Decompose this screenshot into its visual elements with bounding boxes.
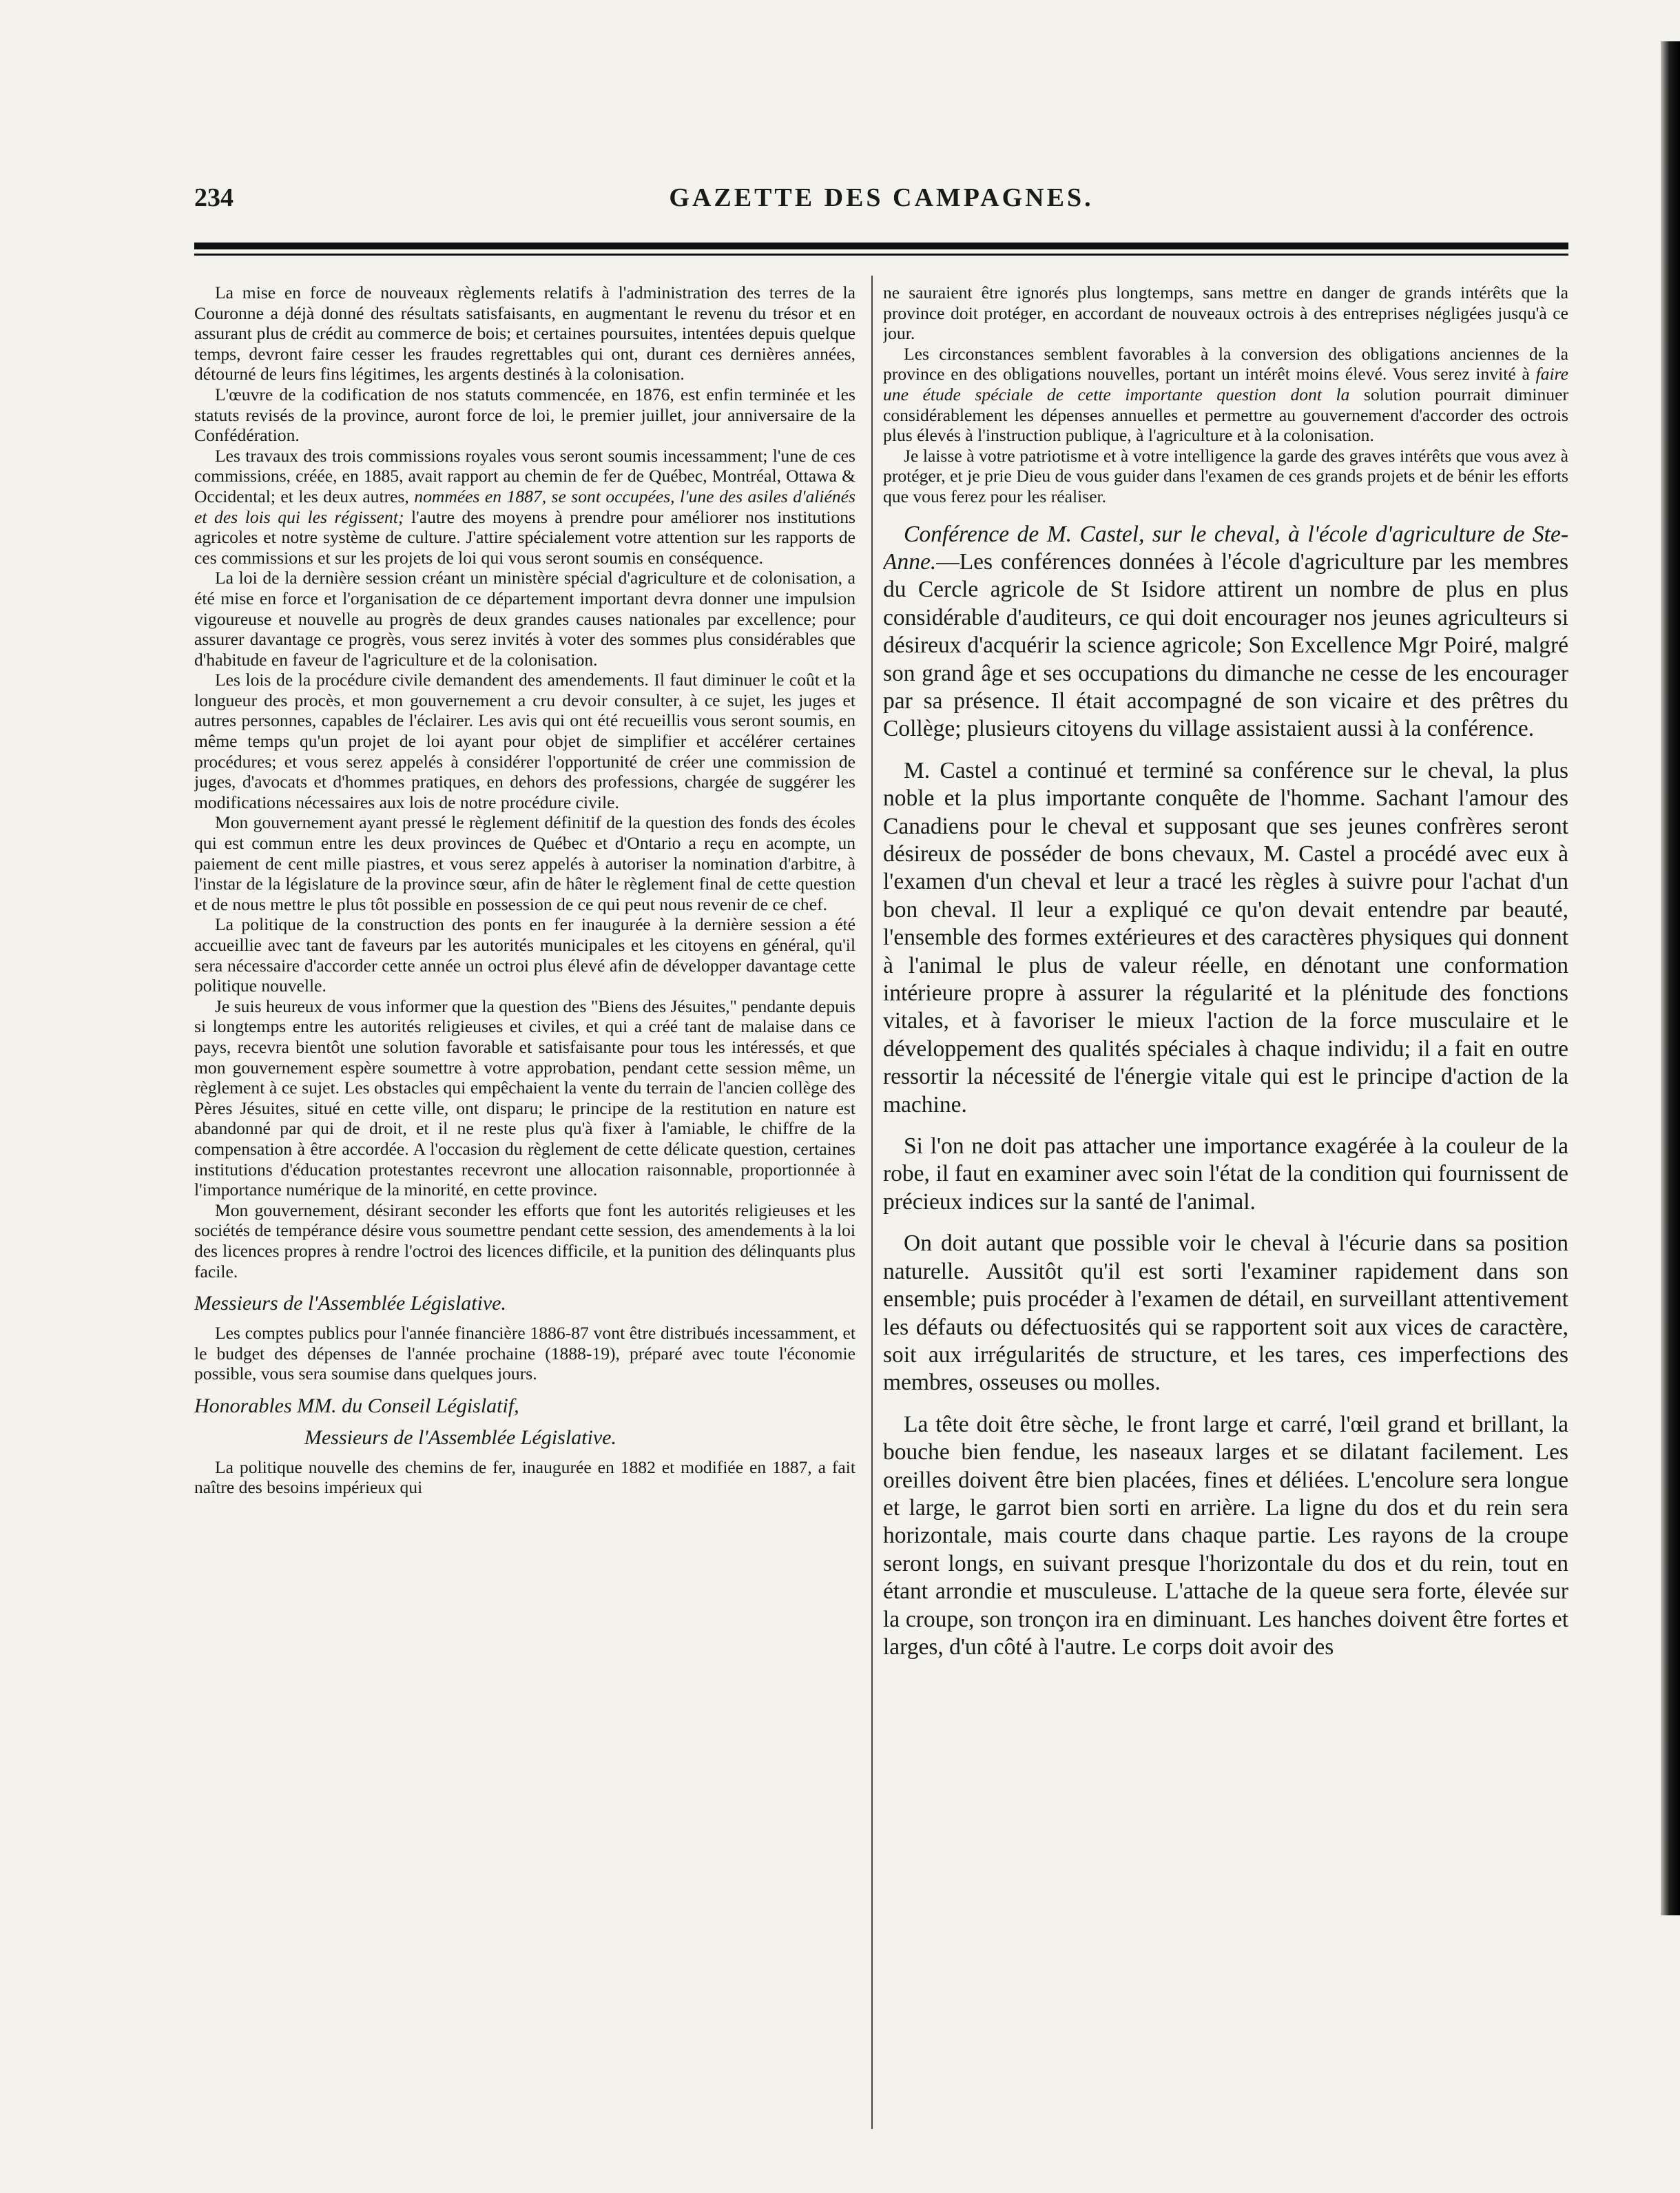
binding-shadow xyxy=(1661,41,1680,1915)
paragraph: Mon gouvernement, désirant seconder les efforts que font les autorités religieuses et les sociétés de tempérance désire vous soumettre pendant cette session, des amendements à la loi des licences propres à rendre l'octroi des licences difficile, et la punition des délinquants plus facile. xyxy=(194,1200,855,1281)
article-conference xyxy=(883,521,1568,743)
paragraph: On doit autant que possible voir le cheval à l'écurie dans sa position naturelle. Aussitôt qu'il est sorti l'examiner rapidement dans son ensemble; puis procéder à l'examen de détail, en surveillant attentivement les défauts ou défectuosités qui se rapportent soit aux vices de caractère, soit aux irrégularités de structure, et les tares, ces imperfections des membres, osseuses ou molles. xyxy=(883,1231,1568,1396)
right-column xyxy=(883,282,1568,2129)
header-rule-thin xyxy=(194,254,1568,256)
salutation-council: Honorables MM. du Conseil Législatif, xyxy=(194,1394,519,1417)
text-run: —Les conférences données à l'école d'agriculture par les membres du Cercle agricole de St Isidore attirent un nombre de plus en plus considérable d'auditeurs, ce qui doit encourager nos jeunes agriculteurs si désireux d'acquérir la science agricole; Son Excellence Mgr Poiré, malgré son grand âge et ses occupations du dimanche ne cesse de les encourager par sa présence. Il était accompagné de son vicaire et des prêtres du Collège; plusieurs citoyens du village assistaient aussi à la conférence. xyxy=(883,548,1568,742)
text-run: Les circonstances semblent favorables à la conversion des obligations anciennes de la province en des obligations nouvelles, portant un intérêt moins élevé. Vous serez invité à xyxy=(883,343,1568,384)
text-run: l'autre des moyens à prendre pour améliorer nos institutions agricoles et notre système de culture. J'attire spécialement votre attention sur les rapports de ces commissions et sur les projets de loi qui vous seront soumis en conséquence. xyxy=(194,506,855,568)
paragraph: La politique nouvelle des chemins de fer, inaugurée en 1882 et modifiée en 1887, a fait naître des besoins impérieux qui xyxy=(194,1456,855,1498)
paragraph: Si l'on ne doit pas attacher une importance exagérée à la couleur de la robe, il faut en examiner avec soin l'état de la condition qui fournissent de précieux indices sur la santé de l'animal. xyxy=(883,1133,1568,1215)
paragraph: Les comptes publics pour l'année financière 1886-87 vont être distribués incessamment, et le budget des dépenses de l'année prochaine (1888-19), préparé avec toute l'économie possible, vous sera soumise dans quelques jours. xyxy=(194,1323,855,1384)
paragraph: M. Castel a continué et terminé sa conférence sur le cheval, la plus noble et la plus importante conquête de l'homme. Sachant l'amour des Canadiens pour le cheval et supposant que ses jeunes confrères seront désireux de posséder de bons chevaux, M. Castel a procédé avec eux à l'examen d'un cheval et leur a tracé les règles à suivre pour l'achat d'un bon cheval. Il leur a expliqué ce qu'on devait entendre par beauté, l'ensemble des formes extérieures et des caractères physiques qui donnent à l'animal le plus de valeur réelle, en dénotant une conformation intérieure propre à assurer la régularité et la plénitude des fonctions vitales, et à favoriser le mieux l'action de la force musculaire et le développement des qualités spéciales à chaque individu; il a fait en outre ressortir la nécessité de l'énergie vitale qui est le principe d'action de la machine. xyxy=(883,757,1568,1118)
paragraph: La politique de la construction des ponts en fer inaugurée à la dernière session a été accueillie avec tant de faveurs par les autorités municipales et les citoyens en général, qu'il sera nécessaire d'accorder cette année un octroi plus élevé afin de développer davantage cette politique nouvelle. xyxy=(194,914,855,996)
paragraph: La tête doit être sèche, le front large et carré, l'œil grand et brillant, la bouche bien fendue, les naseaux larges et se dilatant facilement. Les oreilles doivent être bien placées, fines et déliées. L'encolure sera longue et large, le garrot bien sorti en arrière. La ligne du dos et du rein sera horizontale, mais courte dans chaque partie. Les rayons de la croupe seront longs, en suivant presque l'horizontale du dos et du rein, tout en étant arrondie et musculeuse. L'attache de la queue sera forte, élevée sur la croupe, son tronçon ira en diminuant. Les hanches doivent être fortes et larges, d'un côté à l'autre. Le corps doit avoir des xyxy=(883,1411,1568,1660)
paragraph: L'œuvre de la codification de nos statuts commencée, en 1876, est enfin terminée et les statuts revisés de la province, auront force de loi, le premier juillet, jour anniversaire de la Confédération. xyxy=(194,384,855,446)
paragraph: ne sauraient être ignorés plus longtemps, sans mettre en danger de grands intérêts que la province doit protéger, en accordant de nouveaux octrois à des entreprises négligées jusqu'à ce jour. xyxy=(883,282,1568,344)
paragraph: Je laisse à votre patriotisme et à votre intelligence la garde des graves intérêts que vous avez à protéger, et je prie Dieu de vous guider dans l'examen de ces grands projets et de bénir les efforts que vous ferez pour les réaliser. xyxy=(883,445,1568,506)
paragraph xyxy=(883,344,1568,446)
left-column xyxy=(194,282,855,2129)
header-rule-thick xyxy=(194,243,1568,249)
page-number: 234 xyxy=(194,183,234,212)
paragraph xyxy=(194,446,855,568)
salutation-assembly-2: Messieurs de l'Assemblée Législative. xyxy=(304,1425,616,1449)
page-header xyxy=(194,176,1568,217)
italic-run: nommées en 1887, se sont occupées, l'une des asiles d'aliénés et des lois qui les régissent; xyxy=(194,486,855,527)
paragraph: Mon gouvernement ayant pressé le règlement définitif de la question des fonds des écoles qui est commun entre les deux provinces de Québec et d'Ontario a reçu en acompte, un paiement de cent mille piastres, et vous serez appelés à autoriser la nomination d'arbitre, à l'instar de la législature de la province sœur, afin de hâter le règlement final de cette question et de nous mettre le plus tôt possible en possession de ce qui peut nous revenir de ce chef. xyxy=(194,812,855,914)
paragraph: La loi de la dernière session créant un ministère spécial d'agriculture et de colonisation, a été mise en force et l'organisation de ce département important devra donner une impulsion vigoureuse et nouvelle au progrès de deux grandes causes nationales par excellence; pour assurer davantage ce progrès, vous serez invités à voter des sommes plus considérables que d'habitude en faveur de l'agriculture et de la colonisation. xyxy=(194,568,855,670)
text-run: solution pourrait diminuer considérablement les dépenses annuelles et permettre au gouvernement d'accorder des octrois plus élevés à l'instruction publique, à l'agriculture et à la colonisation. xyxy=(883,384,1568,446)
article-title: Conférence de M. Castel, sur le cheval, à l'école d'agriculture de Ste-Anne. xyxy=(883,521,1568,575)
paragraph: Je suis heureux de vous informer que la question des "Biens des Jésuites," pendante depuis si longtemps entre les autorités religieuses et civiles, et qui a créé tant de malaise dans ce pays, recevra bientôt une solution favorable et satisfaisante pour tous les intéressés, et que mon gouvernement espère soumettre à votre approbation, pendant cette session même, un règlement à ce sujet. Les obstacles qui empêchaient la vente du terrain de l'ancien collège des Pères Jésuites, situé en cette ville, ont disparu; le principe de la restitution en nature est abandonné par qui de droit, et il ne reste plus qu'à fixer à l'amiable, le chiffre de la compensation à être accordée. A l'occasion du règlement de cette délicate question, certaines institutions d'éducation protestantes recevront une allocation raisonnable, proportionnée à l'importance numérique de la minorité, en cette province. xyxy=(194,996,855,1200)
running-title: GAZETTE DES CAMPAGNES. xyxy=(669,183,1094,212)
paragraph: La mise en force de nouveaux règlements relatifs à l'administration des terres de la Couronne a déjà donné des résultats satisfaisants, en augmentant le revenu du trésor et en assurant plus de crédit au commerce de bois; et certaines poursuites, intentées depuis quelque temps, devront faire cesser les fraudes regrettables qui ont, durant ces dernières années, détourné de leurs fins légitimes, les argents destinés à la colonisation. xyxy=(194,282,855,384)
text-run: Les travaux des trois commissions royales vous seront soumis incessamment; l'une de ces commissions, créée, en 1885, avait rapport au chemin de fer de Québec, Montréal, Ottawa & Occidental; et les deux autres, xyxy=(194,445,855,506)
column-divider xyxy=(871,276,873,2129)
paragraph: Les lois de la procédure civile demandent des amendements. Il faut diminuer le coût et la longueur des procès, et mon gouvernement a cru devoir consulter, à ce sujet, les juges et autres personnes, capables de l'éclairer. Les avis qui ont été recueillis vous seront soumis, en même temps qu'un projet de loi ayant pour objet de simplifier et accélérer certaines procédures; et vous serez appelés à considérer l'opportunité de créer une commission de juges, d'avocats et d'hommes pratiques, en dehors des professions, chargée de suggérer les modifications nécessaires aux lois de notre procédure civile. xyxy=(194,670,855,812)
salutation-assembly: Messieurs de l'Assemblée Législative. xyxy=(194,1292,506,1315)
italic-run: faire une étude spéciale de cette importante question dont la xyxy=(883,364,1568,404)
